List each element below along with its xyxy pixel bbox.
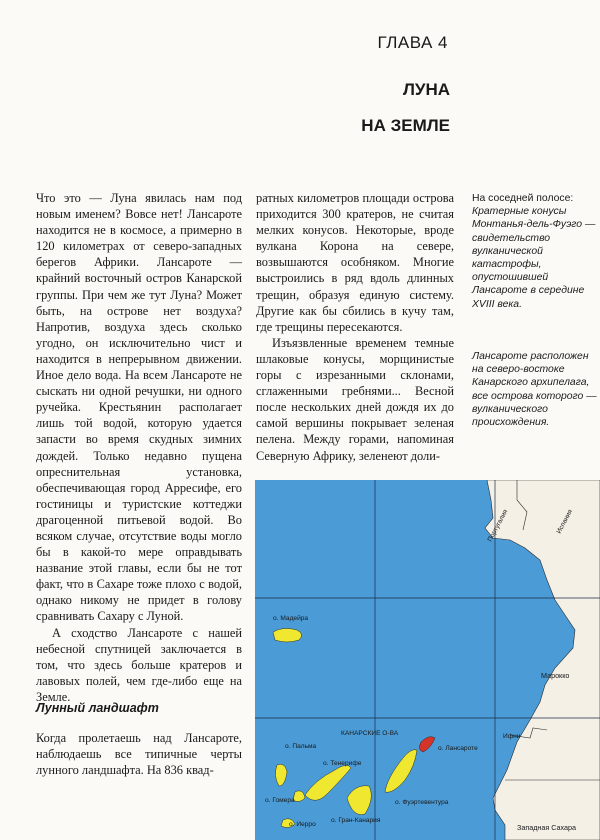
chapter-title-line1: ЛУНА (402, 80, 450, 99)
map-label-portugal: Португалия (486, 508, 510, 543)
side-caption-2 (472, 350, 600, 429)
paragraph: А сходство Лансароте с нашей небесной спутницей заключается в том, что здесь больше кратеров и лавовых полей, чем где-либо еще на Земле. (36, 625, 242, 704)
body-column-1 (36, 190, 242, 705)
caption-text: Лансароте расположен на северо-востоке Канарского архипелага, все острова которого — вулканического происхождения. (472, 351, 597, 429)
map-label-fuerteventura: о. Фуэртевентура (395, 799, 449, 806)
paragraph: ратных километров площади острова приходится 300 кратеров, не считая мелких конусов. Некоторые, вроде вулкана Корона на севере, возвышаются особняком. Многие выстроились в ряд вдоль длинных трещин, образуя единую систему. Другие как бы сбились в кучу там, где трещины пересекаются. (256, 191, 454, 334)
side-caption-1 (472, 192, 600, 311)
map-label-morocco: Марокко (541, 671, 570, 680)
caption-text: Кратерные конусы Монтанья-дель-Фуэго — свидетельство вулканической катастрофы, опустошившей Лансароте в середине XVIII века. (472, 206, 596, 310)
map-label-lanzarote: о. Лансароте (438, 745, 478, 752)
map-label-gomera: о. Гомера (265, 797, 295, 804)
map-label-spain: Испания (555, 508, 575, 535)
map-label-gran-canaria: о. Гран-Канария (331, 817, 381, 824)
map-svg (255, 480, 600, 840)
map-label-ifni: Ифни (503, 733, 521, 740)
body-column-2 (256, 190, 454, 464)
caption-lead: На соседней полосе: (472, 193, 574, 204)
map-label-canary: КАНАРСКИЕ О-ВА (341, 730, 399, 737)
map-label-palma: о. Пальма (285, 743, 317, 750)
paragraph: Изъязвленные временем темные шлаковые конусы, морщинистые горы с изрезанными склонами, сглаженными гребнями... Весной после нескольких дней дождя их до самой вершины покрывает зеленая пелена. Между горами, напоминая Северную Африку, зеленеют доли- (256, 335, 454, 463)
paragraph: Когда пролетаешь над Лансароте, наблюдаешь все типичные черты лунного ландшафта. На 836 квад- (36, 731, 242, 778)
map-label-madeira: о. Мадейра (273, 615, 309, 622)
section-heading: Лунный ландшафт (36, 701, 159, 715)
body-column-1-bottom (36, 730, 242, 778)
chapter-label: ГЛАВА 4 (377, 33, 448, 52)
map-label-west-sahara: Западная Сахара (517, 823, 577, 832)
paragraph: Что это — Луна явилась нам под новым именем? Вовсе нет! Лансароте находится не в космосе, а примерно в 120 километрах от северо-западных берегов Африки. Лансароте — крайний восточный остров Канарской группы. При чем же тут Луна? Может быть, на острове нет воздуха? Напротив, воздуха здесь сколько угодно, он исключительно чист и находится в непрерывном движении. Иное дело вода. На всем Лансароте не сыскать ни одной речушки, ни одного ручейка. Крестьянин располагает лишь той водой, которую удается запасти во время скудных зимних дождей. Только недавно пущена опреснительная установка, обеспечивающая город Арресифе, его гостиницы и туристские коттеджи драгоценной питьевой водой. Во всяком случае, отсутствие воды могло бы в какой-то мере оправдывать название этой главы, если бы не тот факт, что в Сахаре тоже плохо с водой, однако никому не придет в голову сравнивать Сахару с Луной. (36, 191, 242, 624)
map-canary-islands (255, 480, 600, 840)
map-label-hierro: о. Иерро (289, 821, 316, 828)
map-label-tenerife: о. Тенерифе (323, 760, 362, 767)
chapter-title-line2: НА ЗЕМЛЕ (361, 116, 450, 135)
island-madeira (273, 628, 302, 642)
